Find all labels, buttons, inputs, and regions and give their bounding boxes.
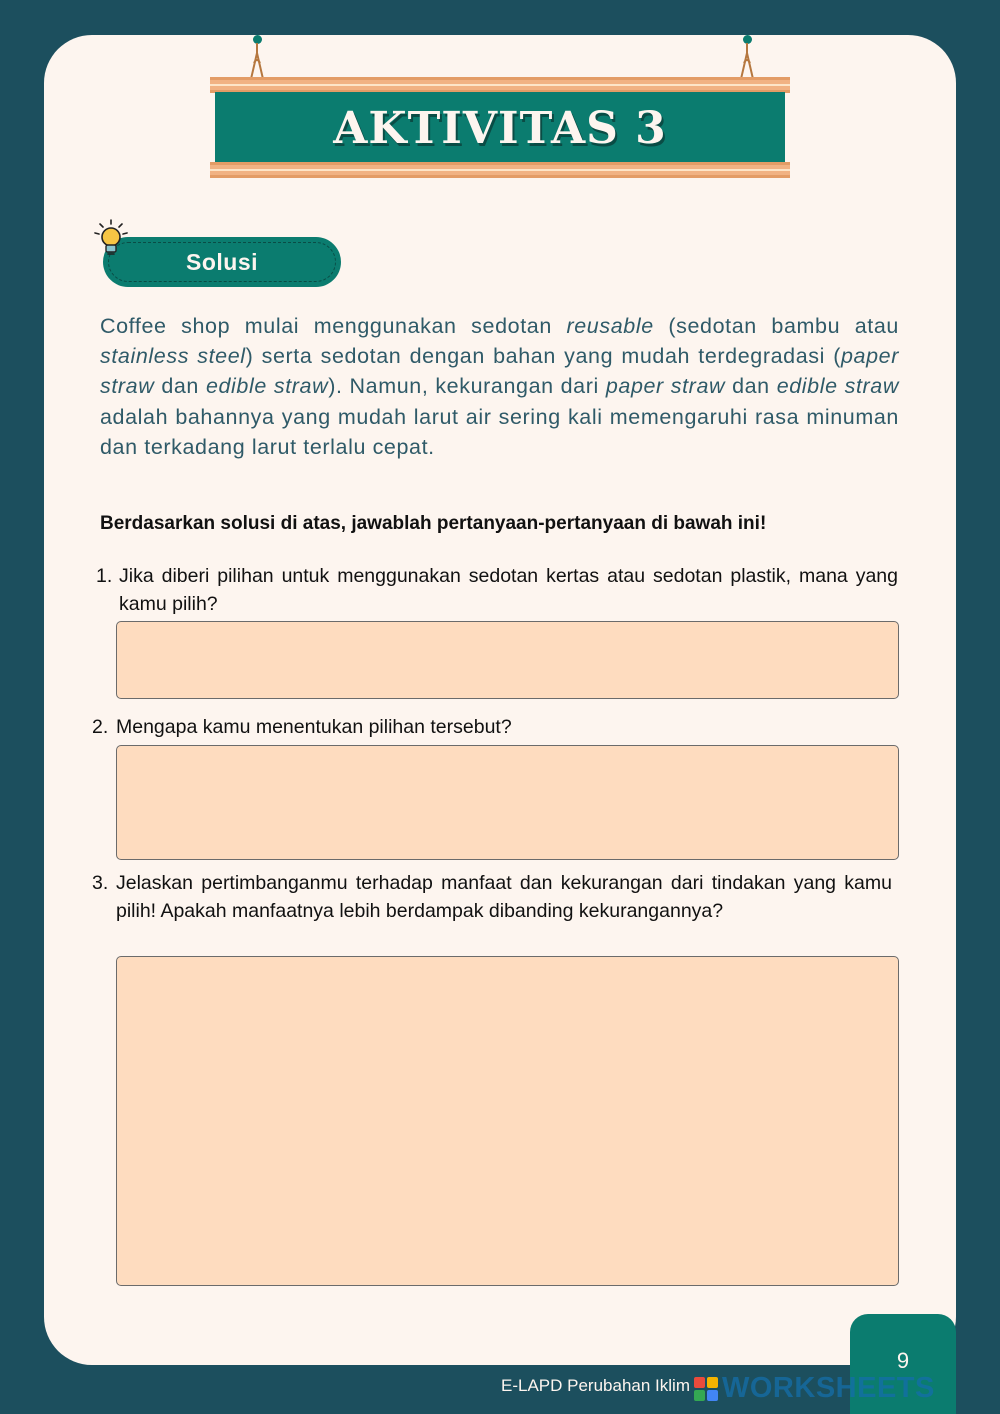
liveworksheets-logo-icon xyxy=(693,1376,719,1402)
paragraph-italic-run: paper straw xyxy=(605,374,726,399)
question-number: 3. xyxy=(92,872,109,894)
paragraph-run: Coffee shop mulai menggunakan sedotan xyxy=(100,314,567,338)
sign-hook-left xyxy=(247,35,267,79)
paragraph-run: dan xyxy=(725,374,777,399)
section-label: Solusi xyxy=(185,248,258,275)
lightbulb-icon xyxy=(92,218,130,258)
paragraph-run: dan xyxy=(154,374,206,399)
paragraph-run: (sedotan bambu atau xyxy=(653,314,899,338)
watermark-text: WORKSHEETS xyxy=(722,1372,935,1404)
paragraph-run: adalah bahannya yang mudah larut air sering kali memengaruhi rasa minuman dan terkadang larut terlalu cepat. xyxy=(100,404,899,459)
sign-hook-right xyxy=(737,35,757,79)
answer-box-1[interactable] xyxy=(116,621,899,699)
question-number: 1. xyxy=(96,565,113,587)
question-text: Jelaskan pertimbanganmu terhadap manfaat dan kekurangan dari tindakan yang kamu pilih! Apakah manfaatnya lebih berdampak dibanding kekurangannya? xyxy=(116,872,892,922)
question-text: Mengapa kamu menentukan pilihan tersebut? xyxy=(116,716,512,738)
question-1 xyxy=(96,562,898,618)
question-2 xyxy=(92,713,898,741)
paragraph-italic-run: edible straw xyxy=(205,374,329,399)
sign-bottom-bar xyxy=(210,162,790,178)
page-title: AKTIVITAS 3 xyxy=(333,102,667,154)
paragraph-italic-run: edible straw xyxy=(776,374,899,399)
paragraph-italic-run: reusable xyxy=(566,314,654,338)
paragraph-run: ) serta sedotan dengan bahan yang mudah terdegradasi ( xyxy=(245,344,841,369)
title-sign xyxy=(215,92,785,164)
answer-box-2[interactable] xyxy=(116,745,899,860)
question-number: 2. xyxy=(92,716,109,738)
instruction-text: Berdasarkan solusi di atas, jawablah pertanyaan-pertanyaan di bawah ini! xyxy=(100,513,767,534)
footer-text: E-LAPD Perubahan Iklim xyxy=(501,1376,690,1395)
question-3 xyxy=(92,869,892,925)
solution-paragraph xyxy=(100,311,899,462)
sign-top-bar xyxy=(210,77,790,93)
question-text: Jika diberi pilihan untuk menggunakan sedotan kertas atau sedotan plastik, mana yang kamu pilih? xyxy=(119,565,898,615)
section-pill xyxy=(103,237,341,287)
paragraph-run: ). Namun, kekurangan dari xyxy=(328,374,606,399)
paragraph-italic-run: paper straw xyxy=(100,344,899,399)
paragraph-italic-run: stainless steel xyxy=(100,344,246,369)
answer-box-3[interactable] xyxy=(116,956,899,1286)
page-number: 9 xyxy=(896,1348,910,1373)
